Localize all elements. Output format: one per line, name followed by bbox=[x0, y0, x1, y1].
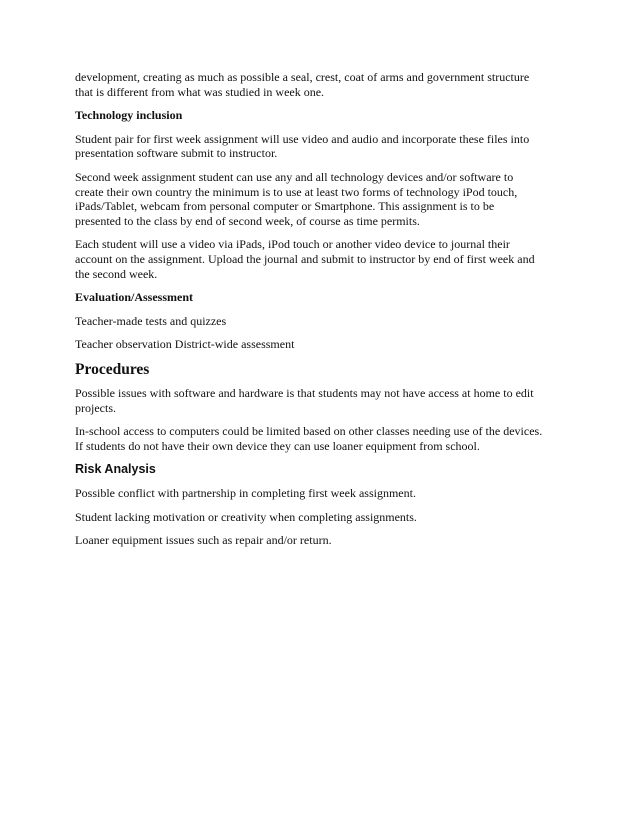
text-line: the second week. bbox=[75, 266, 158, 281]
text-line: account on the assignment. Upload the journal and submit to instructor by end of first week and bbox=[75, 251, 535, 266]
paragraph-in-school-access bbox=[75, 424, 570, 453]
heading-procedures: Procedures bbox=[75, 360, 150, 378]
paragraph-lacking-motivation bbox=[75, 510, 570, 525]
paragraph-teacher-observation bbox=[75, 337, 570, 352]
text-line: Second week assignment student can use any and all technology devices and/or software to bbox=[75, 169, 514, 184]
paragraph-tests-quizzes bbox=[75, 314, 570, 329]
heading-risk-analysis: Risk Analysis bbox=[75, 462, 156, 477]
text-line: create their own country the minimum is to use at least two forms of technology iPod touch, bbox=[75, 184, 518, 199]
paragraph-first-week-assignment bbox=[75, 132, 570, 161]
text-line: Possible conflict with partnership in completing first week assignment. bbox=[75, 486, 416, 501]
paragraph-loaner-equipment bbox=[75, 533, 570, 548]
paragraph-partnership-conflict bbox=[75, 486, 570, 501]
text-line: presentation software submit to instructor. bbox=[75, 146, 278, 161]
text-line: Student pair for first week assignment will use video and audio and incorporate these files into bbox=[75, 131, 530, 146]
heading-evaluation-assessment: Evaluation/Assessment bbox=[75, 290, 194, 305]
paragraph-second-week-assignment bbox=[75, 170, 570, 228]
text-line: development, creating as much as possible a seal, crest, coat of arms and government structure bbox=[75, 70, 530, 84]
text-line: Possible issues with software and hardware is that students may not have access at home to edit bbox=[75, 385, 534, 400]
text-line: Each student will use a video via iPads, iPod touch or another video device to journal their bbox=[75, 237, 510, 252]
paragraph-video-journal bbox=[75, 237, 570, 281]
text-line: If students do not have their own device they can use loaner equipment from school. bbox=[75, 438, 480, 453]
text-line: that is different from what was studied in week one. bbox=[75, 84, 325, 99]
text-line: Teacher-made tests and quizzes bbox=[75, 313, 227, 328]
text-line: projects. bbox=[75, 400, 116, 415]
paragraph-software-issues bbox=[75, 386, 570, 415]
text-line: Student lacking motivation or creativity when completing assignments. bbox=[75, 509, 417, 524]
heading-technology-inclusion: Technology inclusion bbox=[75, 108, 183, 123]
text-line: Teacher observation District-wide assessment bbox=[75, 337, 295, 352]
text-line: iPads/Tablet, webcam from personal computer or Smartphone. This assignment is to be bbox=[75, 199, 495, 214]
document-body bbox=[75, 70, 570, 557]
text-line: presented to the class by end of second week, of course as time permits. bbox=[75, 213, 420, 228]
text-line: In-school access to computers could be limited based on other classes needing use of the devices. bbox=[75, 424, 543, 439]
paragraph-intro-continuation bbox=[75, 70, 570, 99]
text-line: Loaner equipment issues such as repair and/or return. bbox=[75, 533, 332, 548]
